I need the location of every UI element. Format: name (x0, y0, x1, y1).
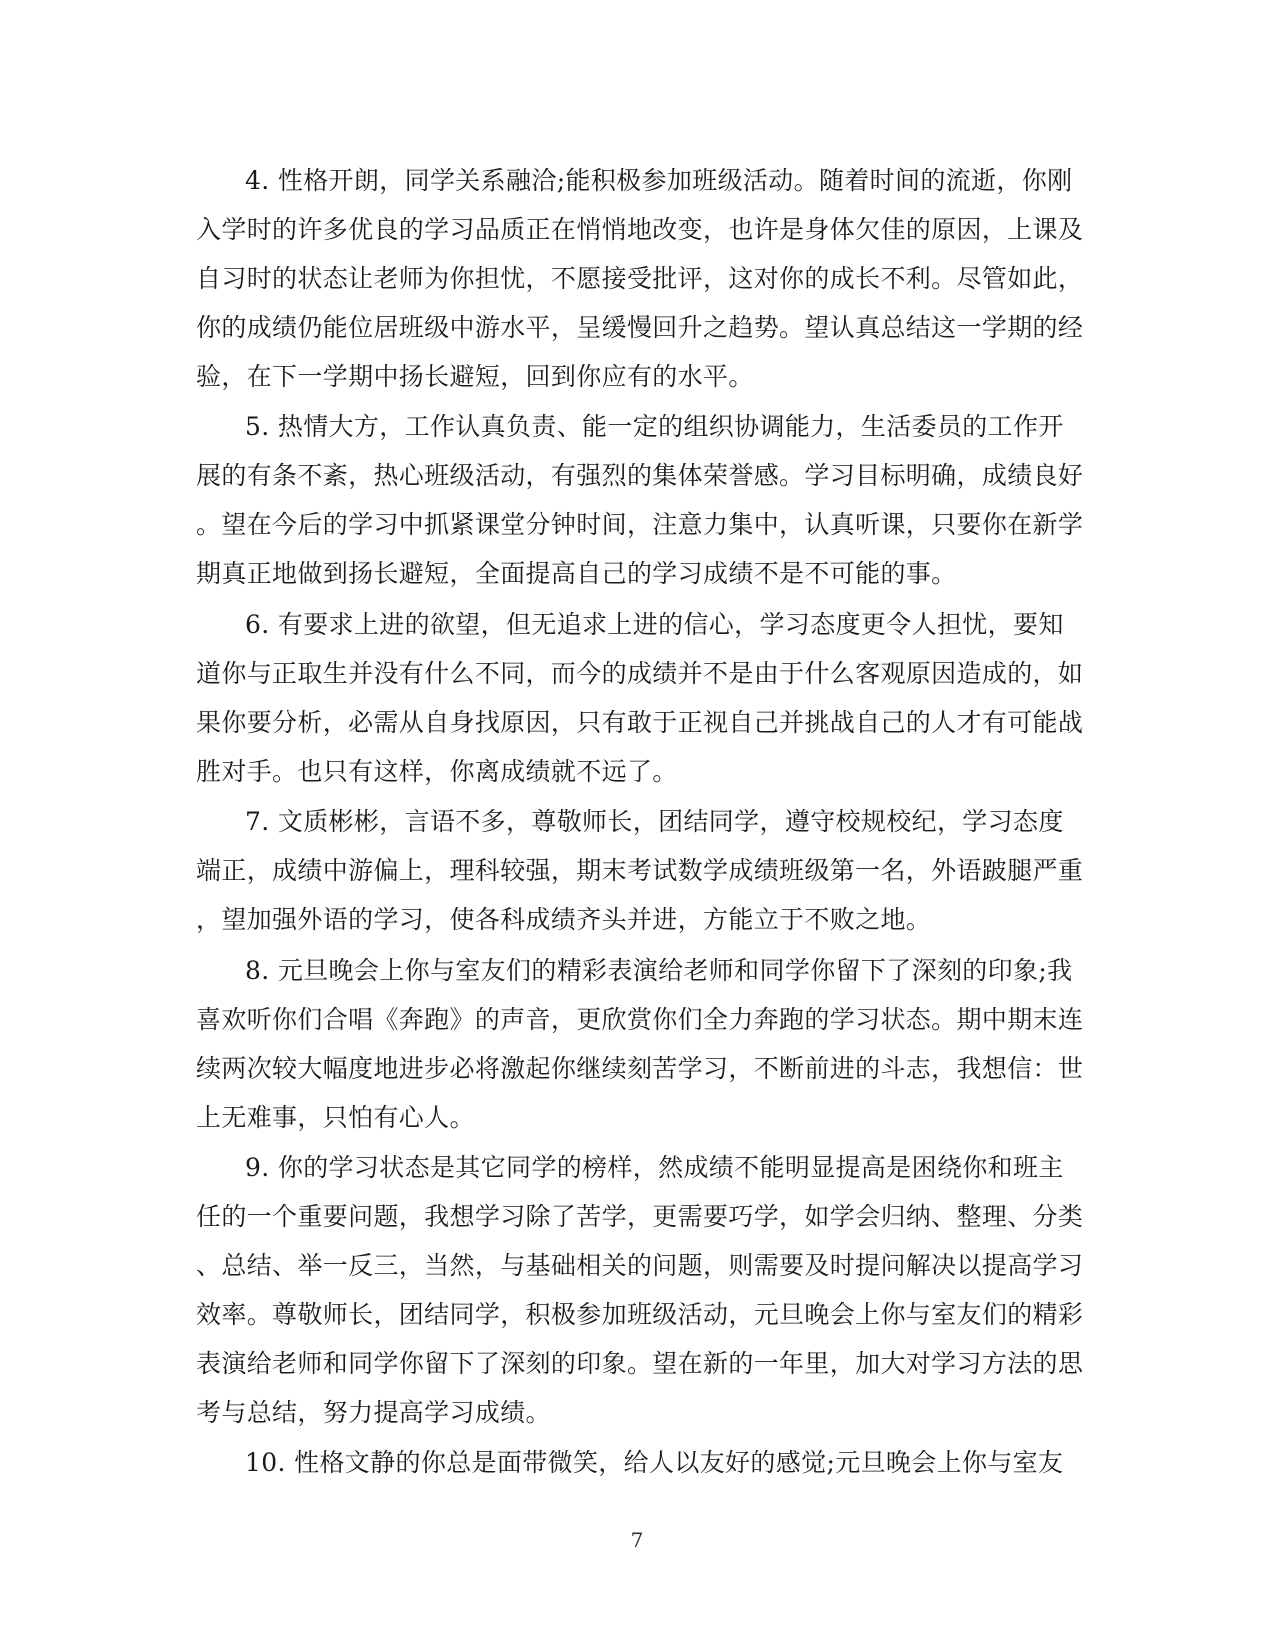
paragraph-line: 5. 热情大方，工作认真负责、能一定的组织协调能力，生活委员的工作开 (245, 412, 1064, 442)
comment-paragraph (196, 946, 1084, 1142)
document-body (196, 156, 1084, 1489)
paragraph-line: 上无难事，只怕有心人。 (196, 1102, 475, 1132)
paragraph-line: ，望加强外语的学习，使各科成绩齐头并进，方能立于不败之地。 (196, 905, 932, 935)
paragraph-line: 胜对手。也只有这样，你离成绩就不远了。 (196, 756, 678, 786)
paragraph-line: 任的一个重要问题，我想学习除了苦学，更需要巧学，如学会归纳、整理、分类 (196, 1201, 1084, 1231)
comment-paragraph (196, 402, 1084, 598)
paragraph-line: 考与总结，努力提高学习成绩。 (196, 1397, 551, 1427)
paragraph-line: 效率。尊敬师长，团结同学，积极参加班级活动，元旦晚会上你与室友们的精彩 (196, 1299, 1084, 1329)
paragraph-line: 10. 性格文静的你总是面带微笑，给人以友好的感觉;元旦晚会上你与室友 (245, 1448, 1064, 1478)
paragraph-line: 4. 性格开朗，同学关系融洽;能积极参加班级活动。随着时间的流逝，你刚 (245, 166, 1073, 195)
paragraph-line: 展的有条不紊，热心班级活动，有强烈的集体荣誉感。学习目标明确，成绩良好 (196, 461, 1084, 491)
page-number: 7 (630, 1528, 644, 1552)
comment-paragraph (196, 797, 1084, 944)
paragraph-line: 。望在今后的学习中抓紧课堂分钟时间，注意力集中，认真听课，只要你在新学 (196, 510, 1084, 540)
paragraph-line: 道你与正取生并没有什么不同，而今的成绩并不是由于什么客观原因造成的，如 (196, 658, 1084, 688)
comment-paragraph (196, 156, 1084, 401)
paragraph-line: 7. 文质彬彬，言语不多，尊敬师长，团结同学，遵守校规校纪，学习态度 (245, 807, 1064, 837)
comment-paragraph (196, 1438, 1076, 1487)
paragraph-line: 喜欢听你们合唱《奔跑》的声音，更欣赏你们全力奔跑的学习状态。期中期末连 (196, 1004, 1084, 1034)
paragraph-line: 表演给老师和同学你留下了深刻的印象。望在新的一年里，加大对学习方法的思 (196, 1348, 1084, 1378)
paragraph-line: 6. 有要求上进的欲望，但无追求上进的信心，学习态度更令人担忧，要知 (245, 609, 1064, 639)
paragraph-line: 续两次较大幅度地进步必将激起你继续刻苦学习，不断前进的斗志，我想信：世 (196, 1053, 1084, 1083)
comment-paragraph (196, 600, 1084, 796)
paragraph-line: 9. 你的学习状态是其它同学的榜样，然成绩不能明显提高是困绕你和班主 (245, 1152, 1064, 1182)
paragraph-line: 自习时的状态让老师为你担忧，不愿接受批评，这对你的成长不利。尽管如此， (196, 264, 1084, 293)
paragraph-line: 入学时的许多优良的学习品质正在悄悄地改变，也许是身体欠佳的原因，上课及 (196, 215, 1084, 244)
paragraph-line: 端正，成绩中游偏上，理科较强，期末考试数学成绩班级第一名，外语跛腿严重 (196, 856, 1084, 886)
paragraph-line: 果你要分析，必需从自身找原因，只有敢于正视自己并挑战自己的人才有可能战 (196, 707, 1084, 737)
paragraph-line: 验，在下一学期中扬长避短，回到你应有的水平。 (196, 362, 754, 391)
comment-paragraph (196, 1143, 1084, 1437)
paragraph-line: 期真正地做到扬长避短，全面提高自己的学习成绩不是不可能的事。 (196, 559, 957, 589)
paragraph-line: 8. 元旦晚会上你与室友们的精彩表演给老师和同学你留下了深刻的印象;我 (245, 955, 1073, 985)
paragraph-line: 你的成绩仍能位居班级中游水平，呈缓慢回升之趋势。望认真总结这一学期的经 (196, 313, 1084, 342)
paragraph-line: 、总结、举一反三，当然，与基础相关的问题，则需要及时提问解决以提高学习 (196, 1250, 1084, 1280)
